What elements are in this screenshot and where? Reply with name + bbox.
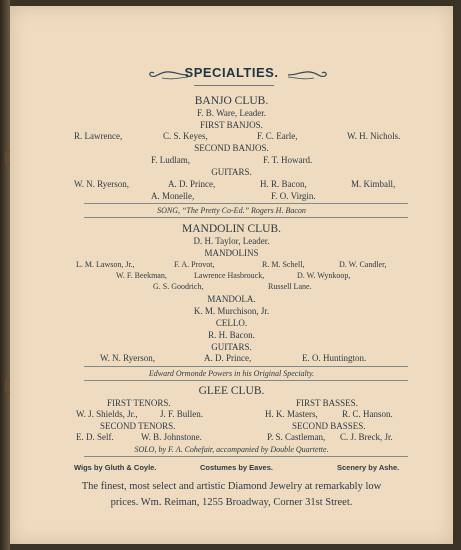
advert-line-2: prices. Wm. Reiman, 1255 Broadway, Corner 31st Street. [110,497,353,508]
right-scroll-ornament [286,69,328,81]
mandola-heading: MANDOLA. [207,294,256,304]
first-basses-heading: FIRST BASSES. [296,398,358,408]
advert-line-1: The finest, most select and artistic Diamond Jewelry at remarkably low [81,481,382,492]
section-rule [84,456,408,457]
first-tenor-name: W. J. Shields, Jr., [76,409,138,419]
book-spine [0,0,10,550]
title-underline [194,85,274,86]
second-tenor-name: E. D. Self. [76,432,114,442]
mandolin-guitar-name: A. D. Prince, [204,353,252,363]
banjo-guitars-heading: GUITARS. [211,167,252,177]
mandolin-name: Lawrence Hasbrouck, [194,271,265,280]
mandolin-club-heading: MANDOLIN CLUB. [181,223,282,235]
banjo-leader: F. B. Ware, Leader. [196,108,267,118]
first-tenor-name: J. F. Bullen. [160,409,204,419]
first-banjo-name: W. H. Nichols. [347,131,401,141]
first-tenors-heading: FIRST TENORS. [107,398,171,408]
mandolin-name: G. S. Goodrich, [153,282,204,291]
first-bass-name: H. K. Masters, [265,409,318,419]
second-basses-heading: SECOND BASSES. [292,421,366,431]
second-banjo-name: F. Ludlam, [151,155,191,165]
mandolin-guitar-name: W. N. Ryerson, [100,353,156,363]
second-banjo-name: F. T. Howard. [263,155,313,165]
first-bass-name: R. C. Hanson. [342,409,393,419]
section-rule [84,366,408,367]
glee-solo: SOLO, by F. A. Cohefair, accompanied by Double Quartette. [134,445,329,454]
banjo-guitar-name: H. R. Bacon, [260,179,307,189]
cello-player: R. H. Bacon. [208,330,255,340]
credit-scenery: Scenery by Ashe. [337,463,400,472]
mandolin-name: L. M. Lawson, Jr., [76,260,135,269]
second-bass-name: C. J. Breck, Jr. [340,432,393,442]
second-tenors-heading: SECOND TENORS. [100,421,176,431]
banjo-guitar-name: A. Monelle, [151,191,195,201]
mandola-player: K. M. Murchison, Jr. [193,306,270,316]
glee-club-heading: GLEE CLUB. [198,385,265,397]
banjo-guitar-name: M. Kimball, [351,179,396,189]
mandolin-name: D. W. Wynkoop, [297,271,351,280]
banjo-guitar-name: A. D. Prince, [168,179,216,189]
credit-wigs: Wigs by Gluth & Coyle. [74,463,157,472]
first-banjo-name: C. S. Keyes, [163,131,208,141]
mandolin-leader: D. H. Taylor, Leader. [193,236,270,246]
first-banjo-name: F. C. Earle, [257,131,298,141]
page-title: SPECIALTIES. [184,65,279,80]
second-bass-name: P. S. Castleman, [267,432,326,442]
mandolin-name: Russell Lane. [268,282,312,291]
mandolin-name: D. W. Candler, [339,260,387,269]
banjo-club-heading: BANJO CLUB. [194,95,269,107]
mandolin-guitar-name: E. O. Huntington. [302,353,367,363]
first-banjos-heading: FIRST BANJOS. [200,120,263,130]
banjo-guitar-name: F. O. Virgin. [271,191,316,201]
section-rule [84,203,408,204]
second-tenor-name: W. B. Johnstone. [141,432,202,442]
second-banjos-heading: SECOND BANJOS. [194,143,269,153]
mandolin-guitars-heading: GUITARS. [211,342,252,352]
banjo-guitar-name: W. N. Ryerson, [74,179,130,189]
cello-heading: CELLO. [215,318,248,328]
mandolin-name: F. A. Provot, [174,260,215,269]
mandolin-specialty: Edward Ormonde Powers in his Original Specialty. [148,369,315,378]
first-banjo-name: R. Lawrence, [74,131,123,141]
program-page [10,6,453,544]
section-rule [84,380,408,381]
mandolin-name: W. F. Beekman, [116,271,167,280]
section-rule [84,217,408,218]
credit-costumes: Costumes by Eaves. [200,463,273,472]
banjo-song: SONG, “The Pretty Co-Ed.” Rogers H. Bacon [157,206,306,215]
mandolin-name: R. M. Schell, [262,260,305,269]
mandolins-heading: MANDOLINS [204,248,259,258]
